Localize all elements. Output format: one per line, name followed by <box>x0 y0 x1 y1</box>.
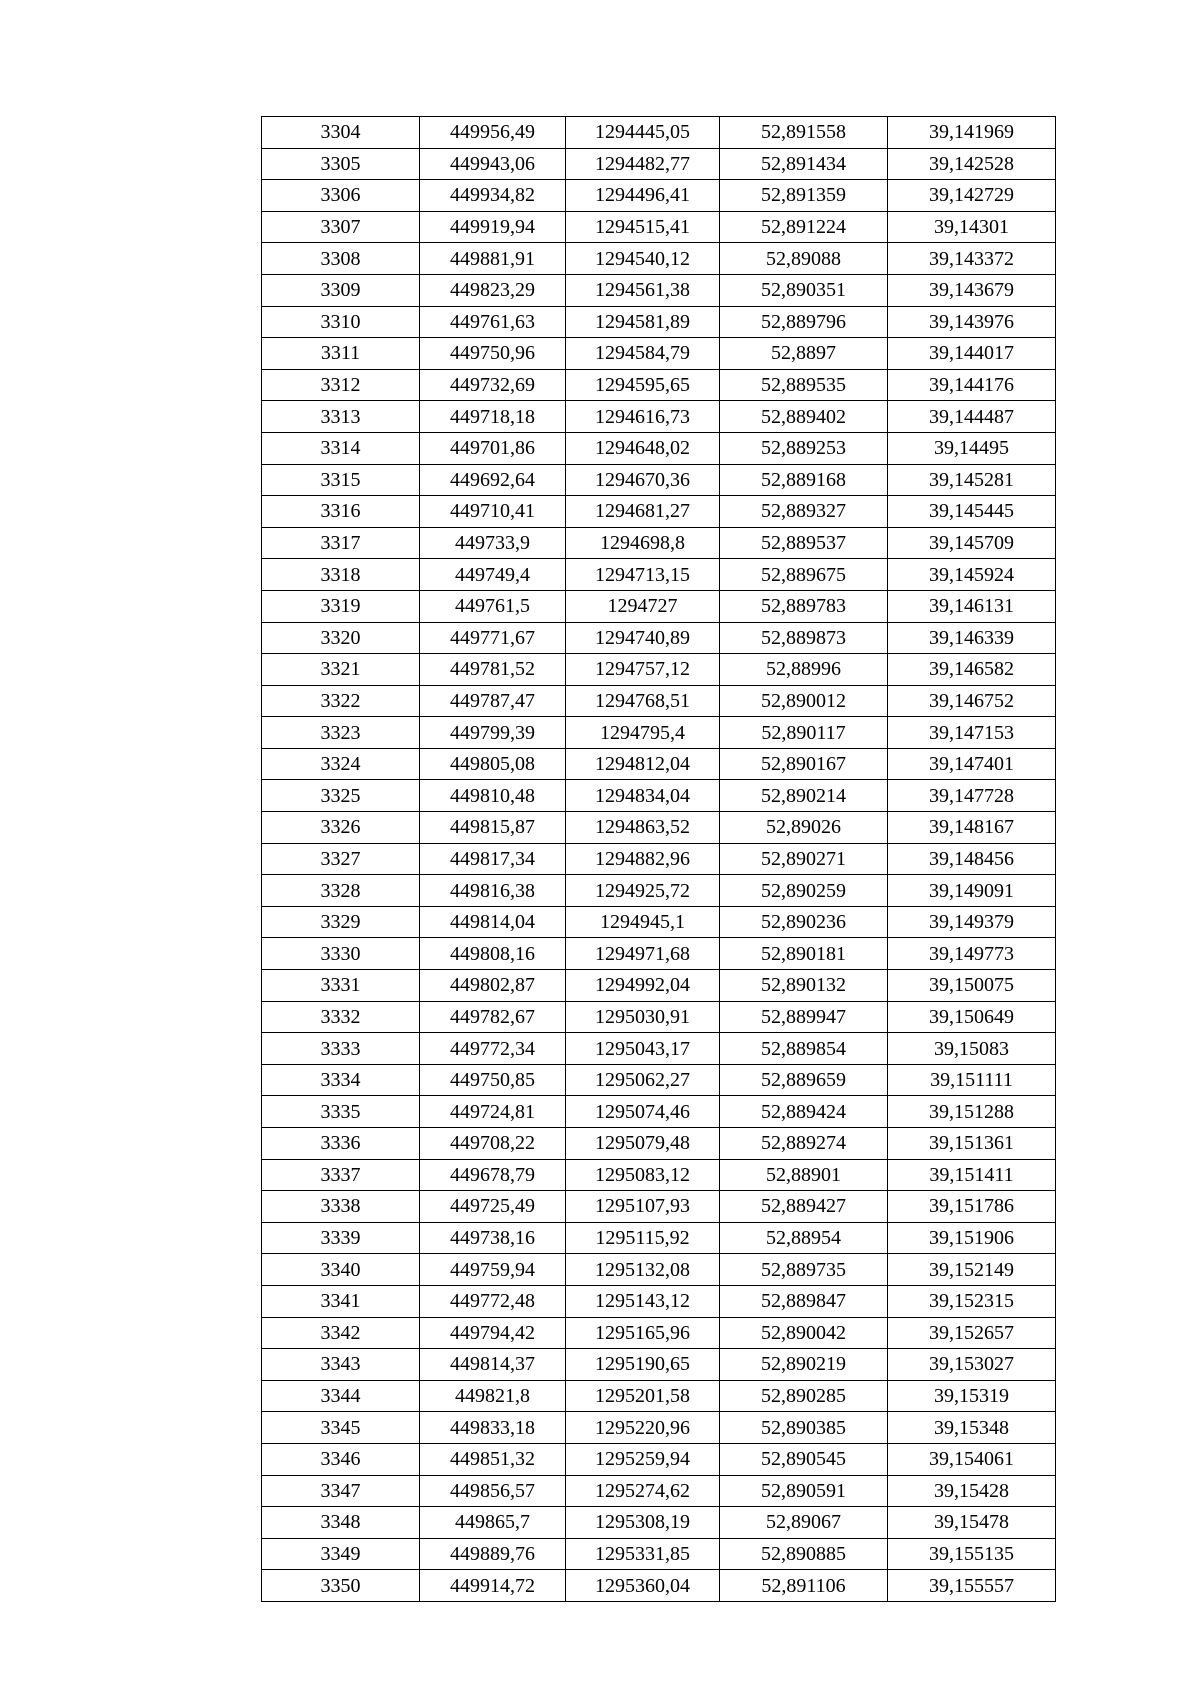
latitude-cell: 52,889659 <box>720 1064 888 1096</box>
point-number-cell: 3311 <box>262 338 420 370</box>
latitude-cell: 52,890167 <box>720 748 888 780</box>
y-coordinate-cell: 1295143,12 <box>566 1285 720 1317</box>
longitude-cell: 39,151288 <box>888 1096 1056 1128</box>
latitude-cell: 52,891224 <box>720 211 888 243</box>
point-number-cell: 3316 <box>262 496 420 528</box>
table-row <box>262 527 1056 559</box>
latitude-cell: 52,889274 <box>720 1128 888 1160</box>
point-number-cell: 3306 <box>262 180 420 212</box>
y-coordinate-cell: 1294727 <box>566 590 720 622</box>
point-number-cell: 3344 <box>262 1380 420 1412</box>
latitude-cell: 52,891106 <box>720 1570 888 1602</box>
x-coordinate-cell: 449749,4 <box>420 559 566 591</box>
longitude-cell: 39,148167 <box>888 812 1056 844</box>
point-number-cell: 3334 <box>262 1064 420 1096</box>
point-number-cell: 3320 <box>262 622 420 654</box>
point-number-cell: 3313 <box>262 401 420 433</box>
longitude-cell: 39,15348 <box>888 1412 1056 1444</box>
latitude-cell: 52,88996 <box>720 654 888 686</box>
latitude-cell: 52,890285 <box>720 1380 888 1412</box>
x-coordinate-cell: 449802,87 <box>420 970 566 1002</box>
longitude-cell: 39,143679 <box>888 274 1056 306</box>
y-coordinate-cell: 1294616,73 <box>566 401 720 433</box>
longitude-cell: 39,151906 <box>888 1222 1056 1254</box>
latitude-cell: 52,890236 <box>720 906 888 938</box>
x-coordinate-cell: 449823,29 <box>420 274 566 306</box>
latitude-cell: 52,890271 <box>720 843 888 875</box>
point-number-cell: 3321 <box>262 654 420 686</box>
longitude-cell: 39,144176 <box>888 369 1056 401</box>
longitude-cell: 39,142528 <box>888 148 1056 180</box>
x-coordinate-cell: 449808,16 <box>420 938 566 970</box>
x-coordinate-cell: 449771,67 <box>420 622 566 654</box>
longitude-cell: 39,153027 <box>888 1349 1056 1381</box>
table-row <box>262 1001 1056 1033</box>
y-coordinate-cell: 1294581,89 <box>566 306 720 338</box>
latitude-cell: 52,889796 <box>720 306 888 338</box>
x-coordinate-cell: 449761,5 <box>420 590 566 622</box>
x-coordinate-cell: 449914,72 <box>420 1570 566 1602</box>
longitude-cell: 39,14301 <box>888 211 1056 243</box>
y-coordinate-cell: 1294496,41 <box>566 180 720 212</box>
table-row <box>262 843 1056 875</box>
table-row <box>262 338 1056 370</box>
y-coordinate-cell: 1294445,05 <box>566 117 720 149</box>
table-row <box>262 496 1056 528</box>
table-row <box>262 1191 1056 1223</box>
latitude-cell: 52,890214 <box>720 780 888 812</box>
x-coordinate-cell: 449805,08 <box>420 748 566 780</box>
latitude-cell: 52,890351 <box>720 274 888 306</box>
longitude-cell: 39,152315 <box>888 1285 1056 1317</box>
point-number-cell: 3326 <box>262 812 420 844</box>
table-row <box>262 970 1056 1002</box>
y-coordinate-cell: 1294992,04 <box>566 970 720 1002</box>
longitude-cell: 39,152149 <box>888 1254 1056 1286</box>
y-coordinate-cell: 1294834,04 <box>566 780 720 812</box>
coordinates-table-body <box>262 117 1056 1602</box>
x-coordinate-cell: 449816,38 <box>420 875 566 907</box>
point-number-cell: 3310 <box>262 306 420 338</box>
longitude-cell: 39,155135 <box>888 1538 1056 1570</box>
latitude-cell: 52,889253 <box>720 432 888 464</box>
latitude-cell: 52,889427 <box>720 1191 888 1223</box>
x-coordinate-cell: 449733,9 <box>420 527 566 559</box>
latitude-cell: 52,889873 <box>720 622 888 654</box>
y-coordinate-cell: 1294713,15 <box>566 559 720 591</box>
latitude-cell: 52,890042 <box>720 1317 888 1349</box>
y-coordinate-cell: 1294515,41 <box>566 211 720 243</box>
table-row <box>262 117 1056 149</box>
table-row <box>262 1254 1056 1286</box>
longitude-cell: 39,142729 <box>888 180 1056 212</box>
table-row <box>262 369 1056 401</box>
point-number-cell: 3327 <box>262 843 420 875</box>
point-number-cell: 3317 <box>262 527 420 559</box>
latitude-cell: 52,890591 <box>720 1475 888 1507</box>
latitude-cell: 52,889783 <box>720 590 888 622</box>
table-row <box>262 654 1056 686</box>
latitude-cell: 52,89067 <box>720 1507 888 1539</box>
x-coordinate-cell: 449865,7 <box>420 1507 566 1539</box>
table-row <box>262 1507 1056 1539</box>
table-row <box>262 401 1056 433</box>
point-number-cell: 3336 <box>262 1128 420 1160</box>
table-row <box>262 938 1056 970</box>
longitude-cell: 39,145924 <box>888 559 1056 591</box>
y-coordinate-cell: 1295331,85 <box>566 1538 720 1570</box>
point-number-cell: 3332 <box>262 1001 420 1033</box>
x-coordinate-cell: 449759,94 <box>420 1254 566 1286</box>
latitude-cell: 52,89026 <box>720 812 888 844</box>
longitude-cell: 39,151786 <box>888 1191 1056 1223</box>
table-row <box>262 812 1056 844</box>
x-coordinate-cell: 449750,96 <box>420 338 566 370</box>
x-coordinate-cell: 449761,63 <box>420 306 566 338</box>
longitude-cell: 39,151411 <box>888 1159 1056 1191</box>
latitude-cell: 52,89088 <box>720 243 888 275</box>
point-number-cell: 3325 <box>262 780 420 812</box>
latitude-cell: 52,88954 <box>720 1222 888 1254</box>
y-coordinate-cell: 1294681,27 <box>566 496 720 528</box>
y-coordinate-cell: 1295201,58 <box>566 1380 720 1412</box>
y-coordinate-cell: 1295308,19 <box>566 1507 720 1539</box>
x-coordinate-cell: 449815,87 <box>420 812 566 844</box>
latitude-cell: 52,8897 <box>720 338 888 370</box>
x-coordinate-cell: 449732,69 <box>420 369 566 401</box>
table-row <box>262 875 1056 907</box>
latitude-cell: 52,889847 <box>720 1285 888 1317</box>
point-number-cell: 3346 <box>262 1443 420 1475</box>
longitude-cell: 39,151111 <box>888 1064 1056 1096</box>
latitude-cell: 52,889854 <box>720 1033 888 1065</box>
y-coordinate-cell: 1295030,91 <box>566 1001 720 1033</box>
point-number-cell: 3335 <box>262 1096 420 1128</box>
x-coordinate-cell: 449814,37 <box>420 1349 566 1381</box>
longitude-cell: 39,146752 <box>888 685 1056 717</box>
x-coordinate-cell: 449856,57 <box>420 1475 566 1507</box>
point-number-cell: 3348 <box>262 1507 420 1539</box>
y-coordinate-cell: 1295115,92 <box>566 1222 720 1254</box>
latitude-cell: 52,889675 <box>720 559 888 591</box>
y-coordinate-cell: 1294757,12 <box>566 654 720 686</box>
y-coordinate-cell: 1295079,48 <box>566 1128 720 1160</box>
longitude-cell: 39,14495 <box>888 432 1056 464</box>
point-number-cell: 3341 <box>262 1285 420 1317</box>
point-number-cell: 3349 <box>262 1538 420 1570</box>
y-coordinate-cell: 1294863,52 <box>566 812 720 844</box>
table-row <box>262 906 1056 938</box>
x-coordinate-cell: 449889,76 <box>420 1538 566 1570</box>
longitude-cell: 39,146582 <box>888 654 1056 686</box>
y-coordinate-cell: 1295220,96 <box>566 1412 720 1444</box>
point-number-cell: 3329 <box>262 906 420 938</box>
point-number-cell: 3330 <box>262 938 420 970</box>
latitude-cell: 52,890012 <box>720 685 888 717</box>
point-number-cell: 3331 <box>262 970 420 1002</box>
x-coordinate-cell: 449718,18 <box>420 401 566 433</box>
latitude-cell: 52,890181 <box>720 938 888 970</box>
y-coordinate-cell: 1294584,79 <box>566 338 720 370</box>
longitude-cell: 39,145709 <box>888 527 1056 559</box>
longitude-cell: 39,151361 <box>888 1128 1056 1160</box>
y-coordinate-cell: 1295132,08 <box>566 1254 720 1286</box>
x-coordinate-cell: 449701,86 <box>420 432 566 464</box>
table-row <box>262 1443 1056 1475</box>
x-coordinate-cell: 449772,34 <box>420 1033 566 1065</box>
point-number-cell: 3322 <box>262 685 420 717</box>
y-coordinate-cell: 1294561,38 <box>566 274 720 306</box>
longitude-cell: 39,15083 <box>888 1033 1056 1065</box>
point-number-cell: 3339 <box>262 1222 420 1254</box>
longitude-cell: 39,144487 <box>888 401 1056 433</box>
table-row <box>262 1317 1056 1349</box>
y-coordinate-cell: 1295062,27 <box>566 1064 720 1096</box>
longitude-cell: 39,15319 <box>888 1380 1056 1412</box>
point-number-cell: 3328 <box>262 875 420 907</box>
longitude-cell: 39,147401 <box>888 748 1056 780</box>
table-row <box>262 1159 1056 1191</box>
latitude-cell: 52,890117 <box>720 717 888 749</box>
longitude-cell: 39,150649 <box>888 1001 1056 1033</box>
x-coordinate-cell: 449814,04 <box>420 906 566 938</box>
table-row <box>262 306 1056 338</box>
table-row <box>262 1380 1056 1412</box>
point-number-cell: 3340 <box>262 1254 420 1286</box>
longitude-cell: 39,141969 <box>888 117 1056 149</box>
x-coordinate-cell: 449725,49 <box>420 1191 566 1223</box>
x-coordinate-cell: 449810,48 <box>420 780 566 812</box>
latitude-cell: 52,889402 <box>720 401 888 433</box>
point-number-cell: 3314 <box>262 432 420 464</box>
table-row <box>262 148 1056 180</box>
latitude-cell: 52,889537 <box>720 527 888 559</box>
y-coordinate-cell: 1294812,04 <box>566 748 720 780</box>
latitude-cell: 52,890259 <box>720 875 888 907</box>
latitude-cell: 52,891558 <box>720 117 888 149</box>
x-coordinate-cell: 449738,16 <box>420 1222 566 1254</box>
y-coordinate-cell: 1294971,68 <box>566 938 720 970</box>
longitude-cell: 39,143976 <box>888 306 1056 338</box>
longitude-cell: 39,145445 <box>888 496 1056 528</box>
x-coordinate-cell: 449934,82 <box>420 180 566 212</box>
point-number-cell: 3315 <box>262 464 420 496</box>
longitude-cell: 39,146339 <box>888 622 1056 654</box>
longitude-cell: 39,150075 <box>888 970 1056 1002</box>
y-coordinate-cell: 1294648,02 <box>566 432 720 464</box>
table-row <box>262 1538 1056 1570</box>
y-coordinate-cell: 1294482,77 <box>566 148 720 180</box>
coordinates-table <box>261 116 1056 1602</box>
x-coordinate-cell: 449794,42 <box>420 1317 566 1349</box>
table-row <box>262 685 1056 717</box>
latitude-cell: 52,890132 <box>720 970 888 1002</box>
y-coordinate-cell: 1295259,94 <box>566 1443 720 1475</box>
x-coordinate-cell: 449851,32 <box>420 1443 566 1475</box>
table-row <box>262 432 1056 464</box>
longitude-cell: 39,15428 <box>888 1475 1056 1507</box>
table-row <box>262 180 1056 212</box>
table-row <box>262 243 1056 275</box>
table-row <box>262 717 1056 749</box>
table-row <box>262 464 1056 496</box>
table-row <box>262 1064 1056 1096</box>
x-coordinate-cell: 449772,48 <box>420 1285 566 1317</box>
table-row <box>262 622 1056 654</box>
table-row <box>262 1570 1056 1602</box>
x-coordinate-cell: 449692,64 <box>420 464 566 496</box>
point-number-cell: 3343 <box>262 1349 420 1381</box>
x-coordinate-cell: 449782,67 <box>420 1001 566 1033</box>
x-coordinate-cell: 449881,91 <box>420 243 566 275</box>
point-number-cell: 3304 <box>262 117 420 149</box>
table-row <box>262 559 1056 591</box>
x-coordinate-cell: 449943,06 <box>420 148 566 180</box>
y-coordinate-cell: 1295043,17 <box>566 1033 720 1065</box>
y-coordinate-cell: 1294698,8 <box>566 527 720 559</box>
point-number-cell: 3312 <box>262 369 420 401</box>
point-number-cell: 3323 <box>262 717 420 749</box>
longitude-cell: 39,143372 <box>888 243 1056 275</box>
y-coordinate-cell: 1295165,96 <box>566 1317 720 1349</box>
latitude-cell: 52,889735 <box>720 1254 888 1286</box>
y-coordinate-cell: 1294882,96 <box>566 843 720 875</box>
x-coordinate-cell: 449724,81 <box>420 1096 566 1128</box>
latitude-cell: 52,88901 <box>720 1159 888 1191</box>
y-coordinate-cell: 1295074,46 <box>566 1096 720 1128</box>
longitude-cell: 39,148456 <box>888 843 1056 875</box>
latitude-cell: 52,889327 <box>720 496 888 528</box>
point-number-cell: 3319 <box>262 590 420 622</box>
longitude-cell: 39,147153 <box>888 717 1056 749</box>
y-coordinate-cell: 1294945,1 <box>566 906 720 938</box>
longitude-cell: 39,145281 <box>888 464 1056 496</box>
y-coordinate-cell: 1295190,65 <box>566 1349 720 1381</box>
point-number-cell: 3305 <box>262 148 420 180</box>
y-coordinate-cell: 1294768,51 <box>566 685 720 717</box>
table-row <box>262 1033 1056 1065</box>
latitude-cell: 52,889947 <box>720 1001 888 1033</box>
y-coordinate-cell: 1294540,12 <box>566 243 720 275</box>
x-coordinate-cell: 449821,8 <box>420 1380 566 1412</box>
y-coordinate-cell: 1294925,72 <box>566 875 720 907</box>
x-coordinate-cell: 449833,18 <box>420 1412 566 1444</box>
point-number-cell: 3324 <box>262 748 420 780</box>
point-number-cell: 3337 <box>262 1159 420 1191</box>
longitude-cell: 39,144017 <box>888 338 1056 370</box>
table-row <box>262 1096 1056 1128</box>
x-coordinate-cell: 449708,22 <box>420 1128 566 1160</box>
longitude-cell: 39,155557 <box>888 1570 1056 1602</box>
latitude-cell: 52,889535 <box>720 369 888 401</box>
point-number-cell: 3342 <box>262 1317 420 1349</box>
longitude-cell: 39,146131 <box>888 590 1056 622</box>
y-coordinate-cell: 1294595,65 <box>566 369 720 401</box>
latitude-cell: 52,889168 <box>720 464 888 496</box>
latitude-cell: 52,891434 <box>720 148 888 180</box>
x-coordinate-cell: 449710,41 <box>420 496 566 528</box>
latitude-cell: 52,890545 <box>720 1443 888 1475</box>
latitude-cell: 52,889424 <box>720 1096 888 1128</box>
y-coordinate-cell: 1294740,89 <box>566 622 720 654</box>
point-number-cell: 3350 <box>262 1570 420 1602</box>
table-row <box>262 274 1056 306</box>
table-row <box>262 748 1056 780</box>
longitude-cell: 39,154061 <box>888 1443 1056 1475</box>
latitude-cell: 52,891359 <box>720 180 888 212</box>
x-coordinate-cell: 449919,94 <box>420 211 566 243</box>
table-row <box>262 1349 1056 1381</box>
y-coordinate-cell: 1295274,62 <box>566 1475 720 1507</box>
y-coordinate-cell: 1295360,04 <box>566 1570 720 1602</box>
table-row <box>262 1285 1056 1317</box>
x-coordinate-cell: 449678,79 <box>420 1159 566 1191</box>
point-number-cell: 3333 <box>262 1033 420 1065</box>
longitude-cell: 39,149773 <box>888 938 1056 970</box>
latitude-cell: 52,890385 <box>720 1412 888 1444</box>
point-number-cell: 3307 <box>262 211 420 243</box>
table-row <box>262 780 1056 812</box>
y-coordinate-cell: 1295107,93 <box>566 1191 720 1223</box>
table-row <box>262 1475 1056 1507</box>
x-coordinate-cell: 449799,39 <box>420 717 566 749</box>
latitude-cell: 52,890885 <box>720 1538 888 1570</box>
table-row <box>262 590 1056 622</box>
point-number-cell: 3345 <box>262 1412 420 1444</box>
longitude-cell: 39,149091 <box>888 875 1056 907</box>
longitude-cell: 39,149379 <box>888 906 1056 938</box>
point-number-cell: 3338 <box>262 1191 420 1223</box>
latitude-cell: 52,890219 <box>720 1349 888 1381</box>
table-row <box>262 211 1056 243</box>
longitude-cell: 39,147728 <box>888 780 1056 812</box>
y-coordinate-cell: 1295083,12 <box>566 1159 720 1191</box>
x-coordinate-cell: 449817,34 <box>420 843 566 875</box>
x-coordinate-cell: 449787,47 <box>420 685 566 717</box>
y-coordinate-cell: 1294795,4 <box>566 717 720 749</box>
x-coordinate-cell: 449750,85 <box>420 1064 566 1096</box>
longitude-cell: 39,152657 <box>888 1317 1056 1349</box>
x-coordinate-cell: 449781,52 <box>420 654 566 686</box>
longitude-cell: 39,15478 <box>888 1507 1056 1539</box>
x-coordinate-cell: 449956,49 <box>420 117 566 149</box>
y-coordinate-cell: 1294670,36 <box>566 464 720 496</box>
table-row <box>262 1222 1056 1254</box>
point-number-cell: 3309 <box>262 274 420 306</box>
point-number-cell: 3347 <box>262 1475 420 1507</box>
point-number-cell: 3318 <box>262 559 420 591</box>
table-row <box>262 1412 1056 1444</box>
table-row <box>262 1128 1056 1160</box>
point-number-cell: 3308 <box>262 243 420 275</box>
